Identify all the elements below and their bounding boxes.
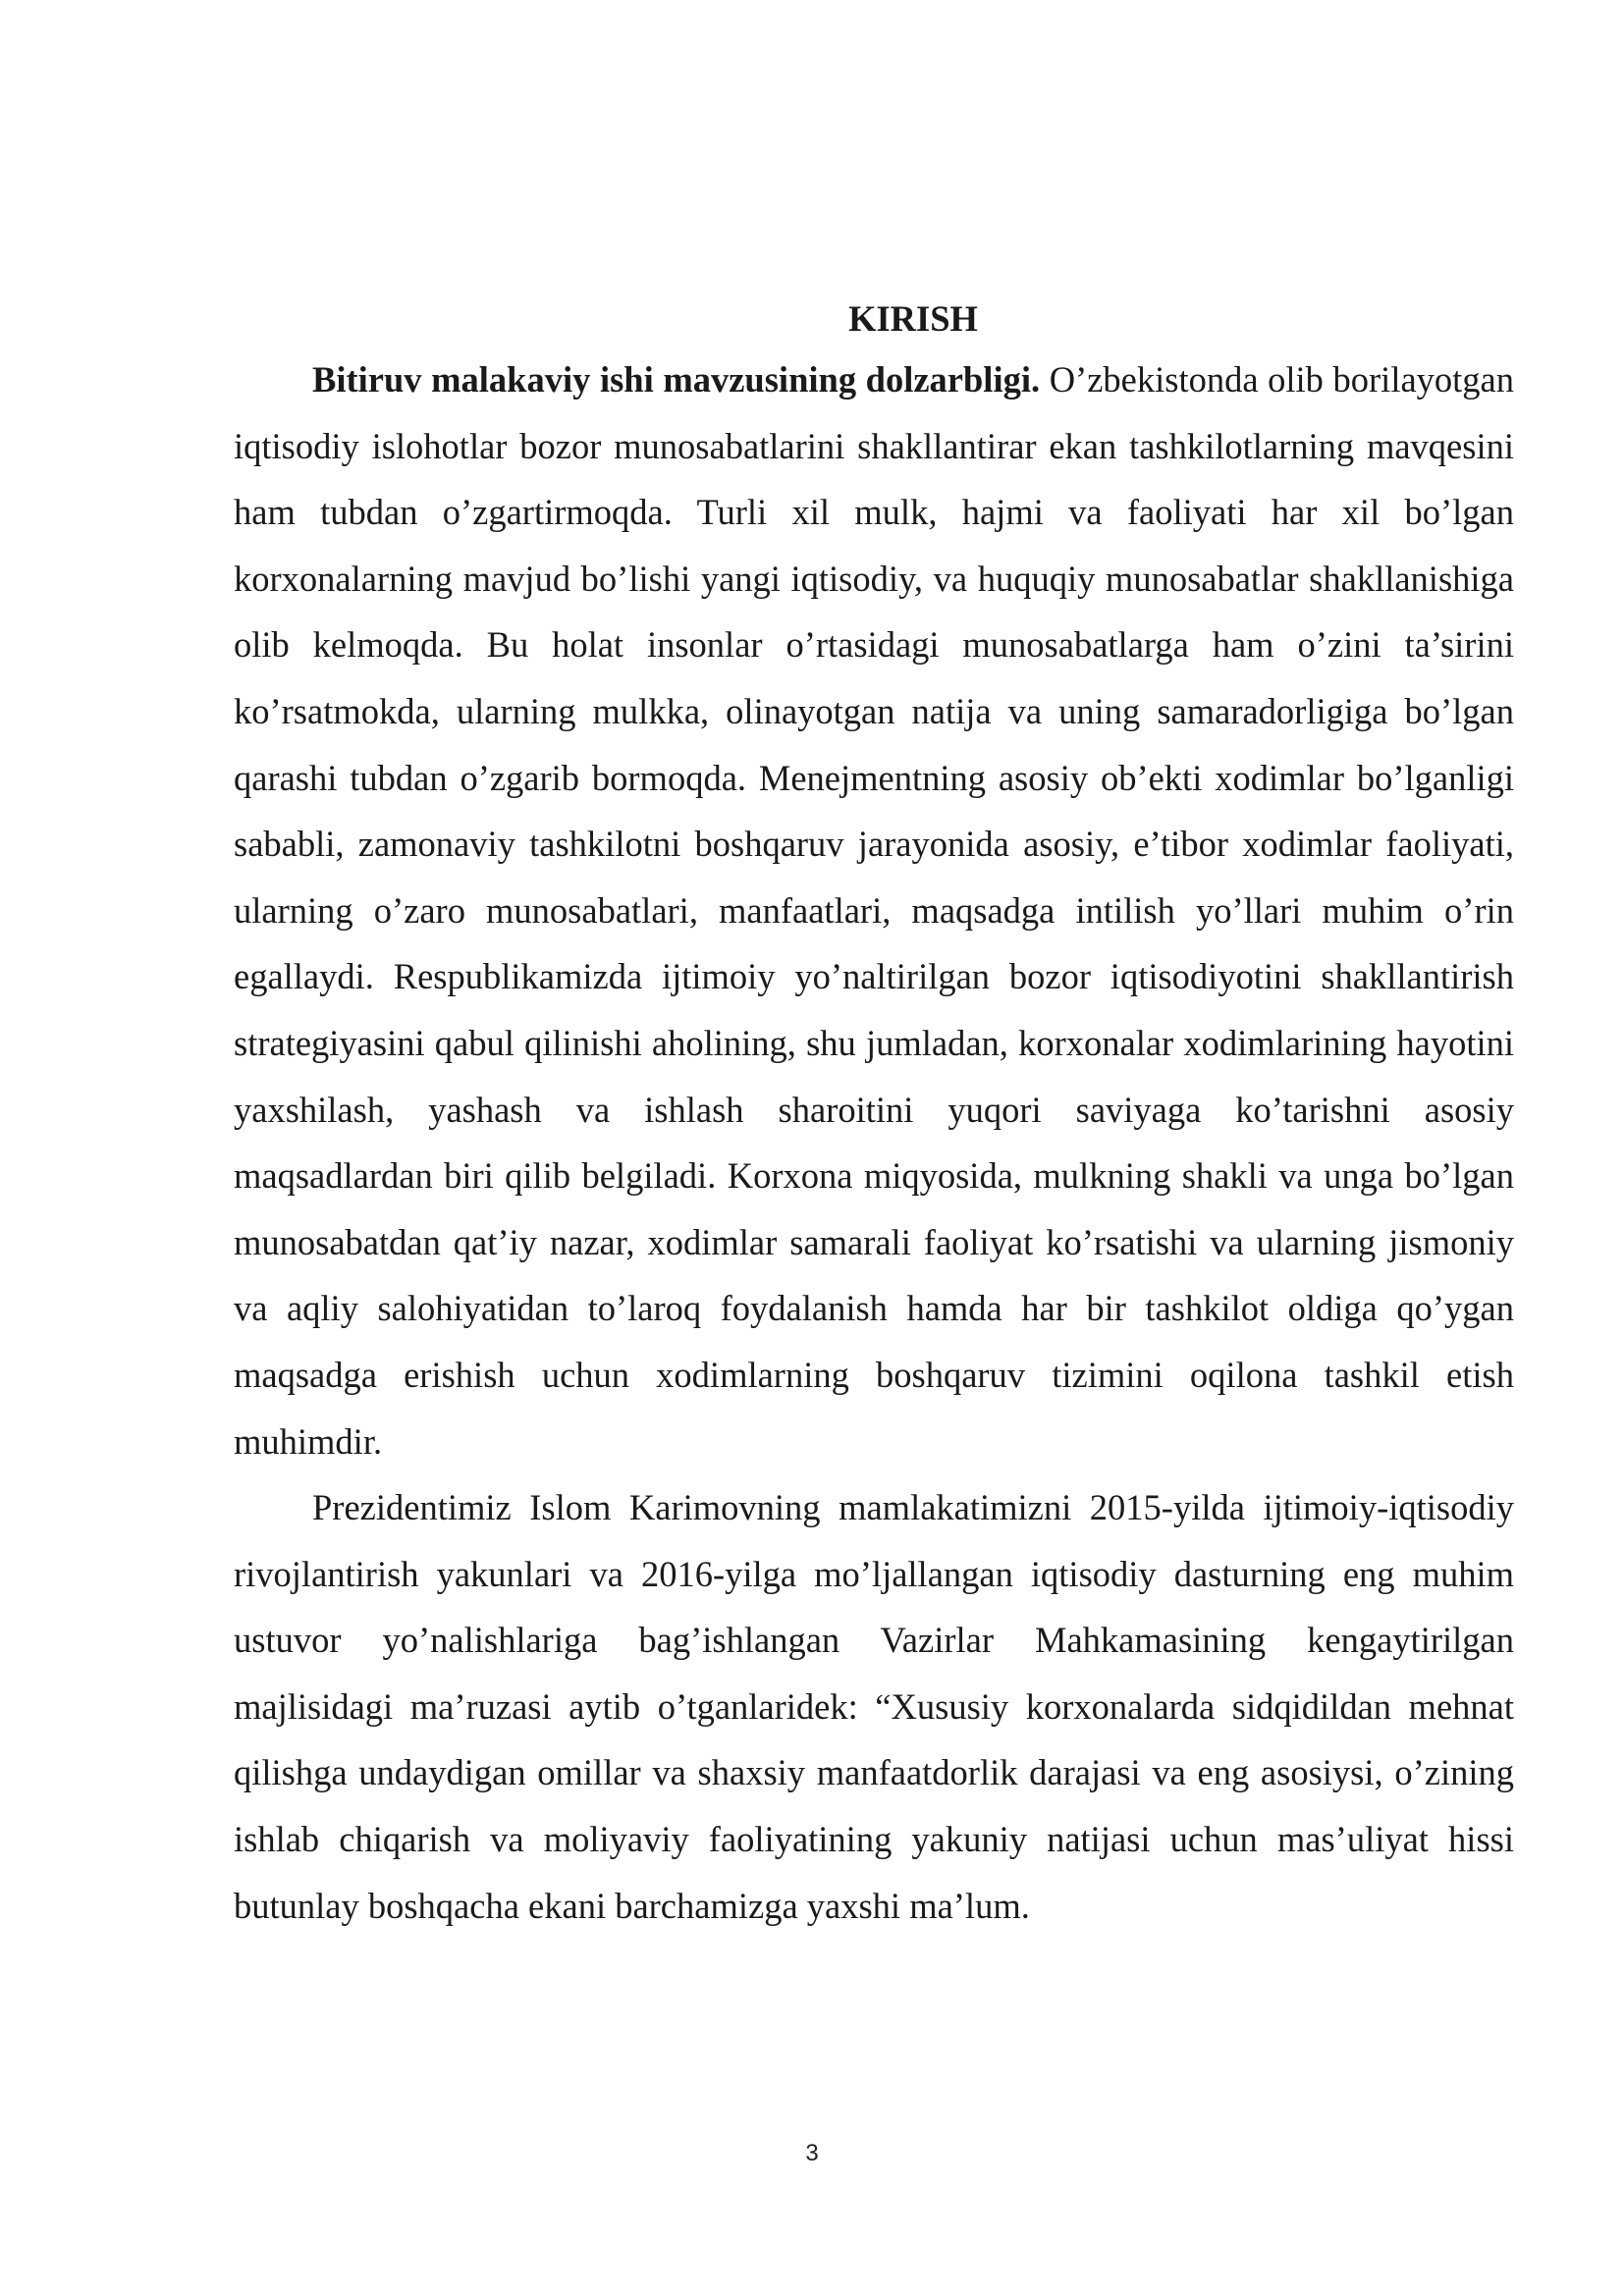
paragraph-quote	[234, 1474, 1514, 1939]
page-number: 3	[805, 2140, 819, 2166]
paragraph-text: O’zbekistonda olib borilayotgan iqtisodiy islohotlar bozor munosabatlarini shakllantirar ekan tashkilotlarning mavqesini ham tubdan o’zgartirmoqda. Turli xil mulk, hajmi va faoliyati har xil bo’lgan korxonalarning mavjud bo’lishi yangi iqtisodiy, va huquqiy munosabatlar shakllanishiga olib kelmoqda. Bu holat insonlar o’rtasidagi munosabatlarga ham o’zini ta’sirini ko’rsatmokda, ularning mulkka, olinayotgan natija va uning samaradorligiga bo’lgan qarashi tubdan o’zgarib bormoqda. Menejmentning asosiy ob’ekti xodimlar bo’lganligi sababli, zamonaviy tashkilotni boshqaruv jarayonida asosiy, e’tibor xodimlar faoliyati, ularning o’zaro munosabatlari, manfaatlari, maqsadga intilish yo’llari muhim o’rin egallaydi. Respublikamizda ijtimoiy yo’naltirilgan bozor iqtisodiyotini shakllantirish strategiyasini qabul qilinishi aholining, shu jumladan, korxonalar xodimlarining hayotini yaxshilash, yashash va ishlash sharoitini yuqori saviyaga ko’tarishni asosiy maqsadlardan biri qilib belgiladi. Korxona miqyosida, mulkning shakli va unga bo’lgan munosabatdan qat’iy nazar, xodimlar samarali faoliyat ko’rsatishi va ularning jismoniy va aqliy salohiyatidan to’laroq foydalanish hamda har bir tashkilot oldiga qo’ygan maqsadga erishish uchun xodimlarning boshqaruv tizimini oqilona tashkil etish muhimdir.	[234, 359, 1514, 1462]
paragraph-lead: Bitiruv malakaviy ishi mavzusining dolzarbligi.	[312, 359, 1041, 400]
paragraph-text: Prezidentimiz Islom Karimovning mamlakatimizni 2015-yilda ijtimoiy-iqtisodiy rivojlantirish yakunlari va 2016-yilga mo’ljallangan iqtisodiy dasturning eng muhim ustuvor yo’nalishlariga bag’ishlangan Vazirlar Mahkamasining kengaytirilgan majlisidagi ma’ruzasi aytib o’tganlaridek: “Xususiy korxonalarda sidqidildan mehnat qilishga undaydigan omillar va shaxsiy manfaatdorlik darajasi va eng asosiysi, o’zining ishlab chiqarish va moliyaviy faoliyatining yakuniy natijasi uchun mas’uliyat hissi butunlay boshqacha ekani barchamizga yaxshi ma’lum.	[234, 1487, 1514, 1926]
paragraph-relevance	[234, 347, 1514, 1474]
section-heading: KIRISH	[848, 298, 978, 339]
page-body	[234, 292, 1514, 1939]
